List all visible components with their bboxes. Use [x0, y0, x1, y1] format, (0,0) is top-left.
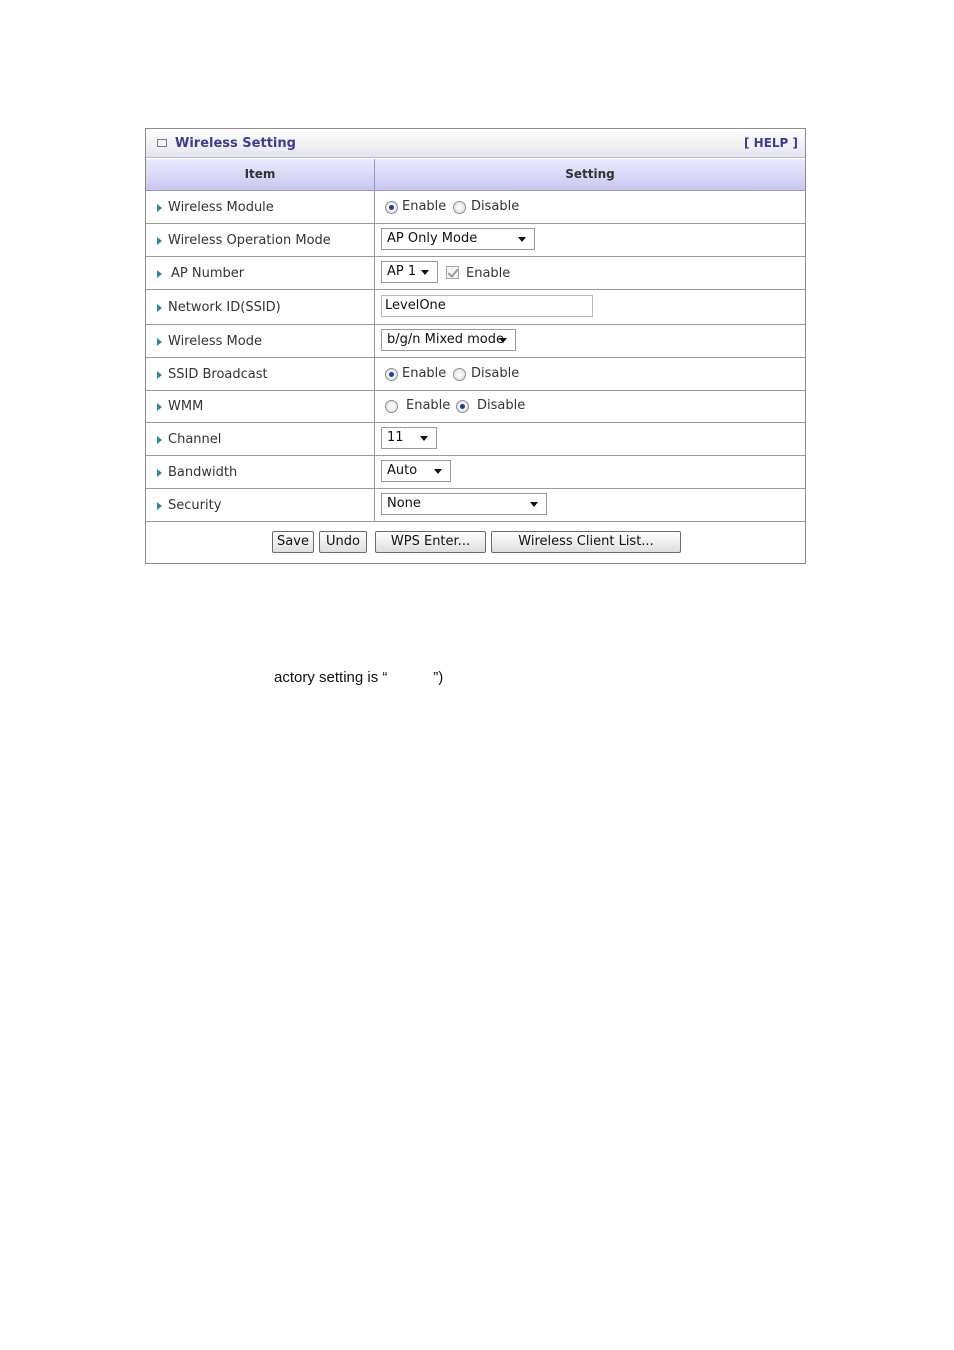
wireless-module-disable-radio[interactable] [453, 201, 466, 214]
wireless-mode-select[interactable] [381, 329, 516, 351]
window-icon [157, 139, 167, 147]
row-setting-cell [375, 224, 805, 256]
radio-label: Disable [477, 398, 526, 413]
row-label-cell [146, 489, 375, 521]
help-link[interactable]: [ HELP ] [743, 136, 798, 150]
row-label-cell [146, 456, 375, 488]
select-value: AP 1 [387, 264, 417, 279]
chevron-down-icon [421, 270, 429, 275]
wmm-enable-radio[interactable] [385, 400, 398, 413]
row-setting-cell [375, 456, 805, 488]
select-value: Auto [387, 463, 418, 478]
table-row-wireless-mode [146, 325, 805, 358]
row-setting-cell [375, 191, 805, 223]
wireless-client-list-button[interactable]: Wireless Client List... [491, 531, 681, 553]
wps-enter-button[interactable]: WPS Enter... [375, 531, 486, 553]
table-row-wmm [146, 391, 805, 423]
wireless-setting-panel [145, 128, 806, 564]
row-label: AP Number [171, 266, 245, 281]
row-setting-cell [375, 257, 805, 289]
panel-title: Wireless Setting [175, 136, 296, 151]
table-row-bandwidth [146, 456, 805, 489]
row-label: WMM [168, 399, 204, 414]
document-text-fragment: actory setting is “ ”) [274, 669, 444, 686]
arrow-right-icon [157, 304, 162, 312]
table-row-security [146, 489, 805, 522]
row-setting-cell [375, 423, 805, 455]
radio-label: Disable [471, 366, 520, 381]
table-header [146, 159, 805, 191]
checkbox-label: Enable [466, 266, 511, 281]
arrow-right-icon [157, 371, 162, 379]
arrow-right-icon [157, 338, 162, 346]
radio-label: Disable [471, 199, 520, 214]
row-label: Network ID(SSID) [168, 300, 281, 315]
arrow-right-icon [157, 403, 162, 411]
table-row-ssid [146, 290, 805, 325]
row-label-cell [146, 191, 375, 223]
select-value: 11 [387, 430, 404, 445]
row-label: Wireless Mode [168, 334, 262, 349]
arrow-right-icon [157, 204, 162, 212]
row-setting-cell [375, 290, 805, 324]
table-row-channel [146, 423, 805, 456]
arrow-right-icon [157, 469, 162, 477]
wmm-disable-radio[interactable] [456, 400, 469, 413]
row-setting-cell [375, 358, 805, 390]
ap-number-select[interactable] [381, 261, 438, 283]
save-button[interactable]: Save [272, 531, 314, 553]
arrow-right-icon [157, 502, 162, 510]
channel-select[interactable] [381, 427, 437, 449]
chevron-down-icon [518, 237, 526, 242]
table-row-wireless-module [146, 191, 805, 224]
table-row-ap-number [146, 257, 805, 290]
row-label: Bandwidth [168, 465, 238, 480]
row-setting-cell [375, 489, 805, 521]
ap-enable-checkbox[interactable] [446, 266, 459, 279]
chevron-down-icon [530, 502, 538, 507]
table-row-operation-mode [146, 224, 805, 257]
ssid-broadcast-disable-radio[interactable] [453, 368, 466, 381]
chevron-down-icon [434, 469, 442, 474]
arrow-right-icon [157, 436, 162, 444]
select-value: None [387, 496, 421, 511]
row-label-cell [146, 391, 375, 422]
ssid-broadcast-enable-radio[interactable] [385, 368, 398, 381]
operation-mode-select[interactable] [381, 228, 535, 250]
row-label-cell [146, 423, 375, 455]
row-label-cell [146, 290, 375, 324]
row-setting-cell [375, 391, 805, 422]
radio-label: Enable [402, 366, 447, 381]
select-value: AP Only Mode [387, 231, 478, 246]
row-label-cell [146, 257, 375, 289]
row-label: SSID Broadcast [168, 367, 268, 382]
arrow-right-icon [157, 270, 162, 278]
row-label: Wireless Operation Mode [168, 233, 331, 248]
security-select[interactable] [381, 493, 547, 515]
column-header-item: Item [146, 159, 375, 190]
chevron-down-icon [420, 436, 428, 441]
row-label: Wireless Module [168, 200, 274, 215]
chevron-down-icon [499, 338, 507, 343]
row-setting-cell [375, 325, 805, 357]
row-label-cell [146, 325, 375, 357]
row-label-cell [146, 224, 375, 256]
row-label: Security [168, 498, 222, 513]
panel-titlebar [146, 129, 805, 158]
radio-label: Enable [402, 199, 447, 214]
bandwidth-select[interactable] [381, 460, 451, 482]
ssid-input[interactable]: LevelOne [381, 295, 593, 317]
radio-label: Enable [406, 398, 451, 413]
wireless-module-enable-radio[interactable] [385, 201, 398, 214]
table-row-ssid-broadcast [146, 358, 805, 391]
button-row [146, 521, 805, 563]
arrow-right-icon [157, 237, 162, 245]
undo-button[interactable]: Undo [319, 531, 367, 553]
row-label-cell [146, 358, 375, 390]
row-label: Channel [168, 432, 222, 447]
column-header-setting: Setting [565, 167, 615, 181]
select-value: b/g/n Mixed mode [387, 332, 505, 347]
